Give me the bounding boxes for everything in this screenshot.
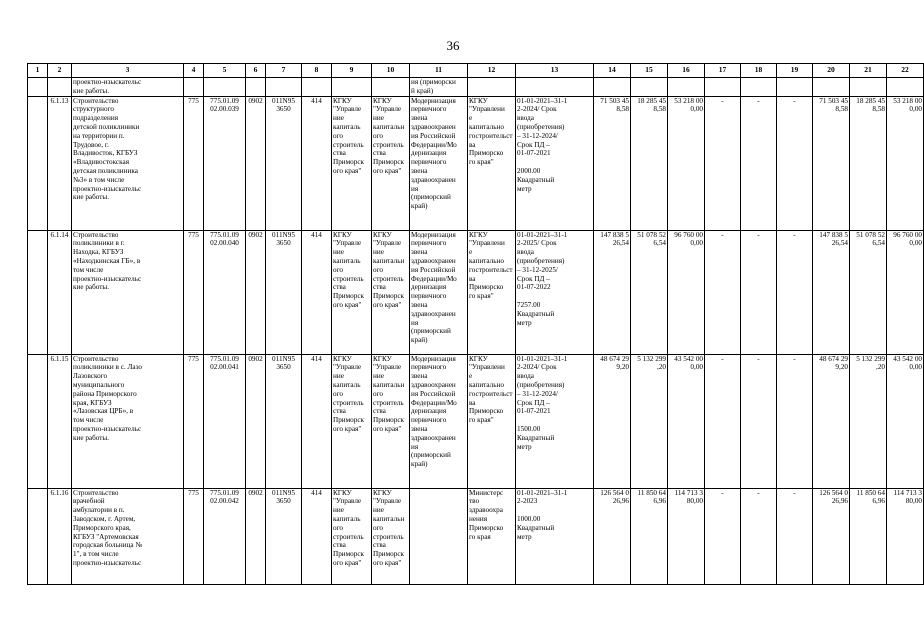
cell-col-17 bbox=[705, 78, 741, 97]
cell-col-16: 96 760 00 0,00 bbox=[668, 230, 705, 354]
cell-col-16: 53 218 00 0,00 bbox=[668, 96, 705, 230]
cell-col-2: 6.1.15 bbox=[48, 354, 72, 488]
cell-col-4 bbox=[184, 78, 204, 97]
cell-col-6 bbox=[246, 78, 266, 97]
column-header-18: 18 bbox=[741, 64, 777, 78]
cell-col-21: 51 078 52 6,54 bbox=[850, 230, 887, 354]
cell-col-1 bbox=[28, 96, 48, 230]
cell-col-22 bbox=[887, 78, 924, 97]
cell-col-18: - bbox=[741, 488, 777, 584]
cell-col-16 bbox=[668, 78, 705, 97]
cell-col-2: 6.1.13 bbox=[48, 96, 72, 230]
cell-col-5 bbox=[204, 78, 246, 97]
cell-col-14 bbox=[594, 78, 631, 97]
column-header-10: 10 bbox=[372, 64, 410, 78]
cell-col-1 bbox=[28, 354, 48, 488]
cell-col-5: 775.01.09 02.00.041 bbox=[204, 354, 246, 488]
column-header-14: 14 bbox=[594, 64, 631, 78]
cell-col-5: 775.01.09 02.00.042 bbox=[204, 488, 246, 584]
column-header-15: 15 bbox=[631, 64, 668, 78]
cell-col-10: КГКУ "Управле ние капитальн ого строитель ства Приморск ого края" bbox=[372, 354, 410, 488]
cell-col-11: ия (приморски й край) bbox=[410, 78, 468, 97]
cell-col-5: 775.01.09 02.00.039 bbox=[204, 96, 246, 230]
cell-col-4: 775 bbox=[184, 488, 204, 584]
cell-col-21 bbox=[850, 78, 887, 97]
cell-col-3: Строительство поликлиники в с. Лазо Лазовского муниципального района Приморского края, КГБУЗ «Лазовская ЦРБ», в том числе проектно-изыскательс кие работы. bbox=[72, 354, 184, 488]
cell-col-19: - bbox=[777, 354, 813, 488]
cell-col-7: 011N95 3650 bbox=[266, 96, 302, 230]
cell-col-3: проектно-изыскательс кие работы. bbox=[72, 78, 184, 97]
cell-col-10: КГКУ "Управле ние капитальн ого строитель ства Приморск ого края" bbox=[372, 230, 410, 354]
table-row bbox=[28, 96, 924, 230]
cell-col-10: КГКУ "Управле ние капитальн ого строитель ства Приморск ого края" bbox=[372, 96, 410, 230]
cell-col-2: 6.1.16 bbox=[48, 488, 72, 584]
cell-col-2: 6.1.14 bbox=[48, 230, 72, 354]
cell-col-11: Модернизация первичного звена здравоохранен ия Российской Федерации/Мо дернизация первичного звена здравоохранен ия (приморский край) bbox=[410, 354, 468, 488]
cell-col-1 bbox=[28, 78, 48, 97]
cell-col-13: 01-01-2021–31-1 2-2023 1000.00 Квадратный метр bbox=[516, 488, 594, 584]
cell-col-19: - bbox=[777, 230, 813, 354]
page-number: 36 bbox=[446, 38, 460, 53]
cell-col-20: 48 674 29 9,20 bbox=[813, 354, 850, 488]
cell-col-21: 18 285 45 8,58 bbox=[850, 96, 887, 230]
cell-col-8: 414 bbox=[302, 354, 332, 488]
continuation-row bbox=[28, 78, 924, 97]
cell-col-4: 775 bbox=[184, 354, 204, 488]
table-row bbox=[28, 488, 924, 584]
cell-col-15: 18 285 45 8,58 bbox=[631, 96, 668, 230]
cell-col-9: КГКУ "Управле ние капиталь ого строитель ства Приморск ого края" bbox=[332, 354, 372, 488]
cell-col-17: - bbox=[705, 96, 741, 230]
table-row bbox=[28, 354, 924, 488]
cell-col-10 bbox=[372, 78, 410, 97]
column-header-5: 5 bbox=[204, 64, 246, 78]
cell-col-17: - bbox=[705, 354, 741, 488]
cell-col-19 bbox=[777, 78, 813, 97]
cell-col-22: 96 760 00 0,00 bbox=[887, 230, 924, 354]
cell-col-14: 147 838 5 26,54 bbox=[594, 230, 631, 354]
cell-col-7: 011N95 3650 bbox=[266, 230, 302, 354]
cell-col-16: 43 542 00 0,00 bbox=[668, 354, 705, 488]
cell-col-11: Модернизация первичного звена здравоохранен ия Российской Федерации/Мо дернизация первичного звена здравоохранен ия (приморский край) bbox=[410, 230, 468, 354]
column-header-19: 19 bbox=[777, 64, 813, 78]
cell-col-18: - bbox=[741, 354, 777, 488]
cell-col-21: 5 132 299 ,20 bbox=[850, 354, 887, 488]
column-header-3: 3 bbox=[72, 64, 184, 78]
cell-col-9: КГКУ "Управле ние капиталь ого строитель ства Приморск ого края" bbox=[332, 230, 372, 354]
cell-col-19: - bbox=[777, 488, 813, 584]
cell-col-3: Строительство структурного подразделения детской поликлиники на территории п. Трудовое, г. Владивосток, КГБУЗ «Владивостокская детская поликлиника №3» в том числе проектно-изыскательс кие работы. bbox=[72, 96, 184, 230]
cell-col-14: 126 564 0 26,96 bbox=[594, 488, 631, 584]
cell-col-20 bbox=[813, 78, 850, 97]
cell-col-15: 5 132 299 ,20 bbox=[631, 354, 668, 488]
header-row bbox=[28, 64, 924, 78]
column-header-1: 1 bbox=[28, 64, 48, 78]
cell-col-13 bbox=[516, 78, 594, 97]
column-header-8: 8 bbox=[302, 64, 332, 78]
cell-col-7: 011N95 3650 bbox=[266, 488, 302, 584]
cell-col-8: 414 bbox=[302, 96, 332, 230]
cell-col-18: - bbox=[741, 96, 777, 230]
cell-col-14: 71 503 45 8,58 bbox=[594, 96, 631, 230]
column-header-9: 9 bbox=[332, 64, 372, 78]
cell-col-22: 114 713 3 80,00 bbox=[887, 488, 924, 584]
cell-col-12: Министерс тво здравоохра нения Приморско го края bbox=[468, 488, 516, 584]
cell-col-12: КГКУ "Управлени е капитально гостроительст ва Приморско го края" bbox=[468, 354, 516, 488]
cell-col-9 bbox=[332, 78, 372, 97]
cell-col-2 bbox=[48, 78, 72, 97]
table-body bbox=[28, 78, 924, 585]
cell-col-15 bbox=[631, 78, 668, 97]
cell-col-8: 414 bbox=[302, 488, 332, 584]
column-header-11: 11 bbox=[410, 64, 468, 78]
cell-col-8: 414 bbox=[302, 230, 332, 354]
cell-col-7 bbox=[266, 78, 302, 97]
cell-col-22: 43 542 00 0,00 bbox=[887, 354, 924, 488]
cell-col-20: 71 503 45 8,58 bbox=[813, 96, 850, 230]
cell-col-18: - bbox=[741, 230, 777, 354]
column-header-13: 13 bbox=[516, 64, 594, 78]
cell-col-10: КГКУ "Управле ние капитальн ого строитель ства Приморск ого края" bbox=[372, 488, 410, 584]
cell-col-16: 114 713 3 80,00 bbox=[668, 488, 705, 584]
cell-col-1 bbox=[28, 488, 48, 584]
cell-col-9: КГКУ "Управле ние капиталь ого строитель ства Приморск ого края" bbox=[332, 488, 372, 584]
cell-col-4: 775 bbox=[184, 230, 204, 354]
cell-col-4: 775 bbox=[184, 96, 204, 230]
cell-col-13: 01-01-2021–31-1 2-2025/ Срок ввода (приобретения) – 31-12-2025/ Срок ПД – 01-07-2022 7257.00 Квадратный метр bbox=[516, 230, 594, 354]
column-header-21: 21 bbox=[850, 64, 887, 78]
cell-col-12 bbox=[468, 78, 516, 97]
column-header-16: 16 bbox=[668, 64, 705, 78]
cell-col-15: 51 078 52 6,54 bbox=[631, 230, 668, 354]
cell-col-11: Модернизация первичного звена здравоохранен ия Российской Федерации/Мо дернизация первичного звена здравоохранен ия (приморский край) bbox=[410, 96, 468, 230]
cell-col-17: - bbox=[705, 488, 741, 584]
cell-col-13: 01-01-2021–31-1 2-2024/ Срок ввода (приобретения) – 31-12-2024/ Срок ПД – 01-07-2021 1500.00 Квадратный метр bbox=[516, 354, 594, 488]
cell-col-22: 53 218 00 0,00 bbox=[887, 96, 924, 230]
table-row bbox=[28, 230, 924, 354]
cell-col-6: 0902 bbox=[246, 230, 266, 354]
column-header-17: 17 bbox=[705, 64, 741, 78]
cell-col-3: Строительство врачебной амбулатории в п. Заводском, г. Артем, Приморского края, КГБУЗ "Артемовская городская больница № 1", в том числе проектно-изыскательс bbox=[72, 488, 184, 584]
cell-col-20: 147 838 5 26,54 bbox=[813, 230, 850, 354]
cell-col-20: 126 564 0 26,96 bbox=[813, 488, 850, 584]
cell-col-5: 775.01.09 02.00.040 bbox=[204, 230, 246, 354]
cell-col-1 bbox=[28, 230, 48, 354]
cell-col-8 bbox=[302, 78, 332, 97]
cell-col-12: КГКУ "Управлени е капитально гостроительст ва Приморско го края" bbox=[468, 230, 516, 354]
cell-col-7: 011N95 3650 bbox=[266, 354, 302, 488]
cell-col-17: - bbox=[705, 230, 741, 354]
cell-col-12: КГКУ "Управлени е капитально гостроительст ва Приморско го края" bbox=[468, 96, 516, 230]
cell-col-6: 0902 bbox=[246, 488, 266, 584]
cell-col-15: 11 850 64 6,96 bbox=[631, 488, 668, 584]
cell-col-19: - bbox=[777, 96, 813, 230]
cell-col-9: КГКУ "Управле ние капиталь ого строитель ства Приморск ого края" bbox=[332, 96, 372, 230]
cell-col-6: 0902 bbox=[246, 96, 266, 230]
cell-col-6: 0902 bbox=[246, 354, 266, 488]
column-header-7: 7 bbox=[266, 64, 302, 78]
cell-col-14: 48 674 29 9,20 bbox=[594, 354, 631, 488]
column-header-4: 4 bbox=[184, 64, 204, 78]
cell-col-11 bbox=[410, 488, 468, 584]
cell-col-21: 11 850 64 6,96 bbox=[850, 488, 887, 584]
cell-col-18 bbox=[741, 78, 777, 97]
column-header-20: 20 bbox=[813, 64, 850, 78]
cell-col-3: Строительство поликлиники в г. Находка, КГБУЗ «Находкинская ГБ», в том числе проектно-изыскательс кие работы. bbox=[72, 230, 184, 354]
budget-table bbox=[27, 63, 924, 585]
column-header-12: 12 bbox=[468, 64, 516, 78]
column-header-2: 2 bbox=[48, 64, 72, 78]
cell-col-13: 01-01-2021–31-1 2-2024/ Срок ввода (приобретения) – 31-12-2024/ Срок ПД – 01-07-2021 2000.00 Квадратный метр bbox=[516, 96, 594, 230]
column-header-22: 22 bbox=[887, 64, 924, 78]
column-header-6: 6 bbox=[246, 64, 266, 78]
